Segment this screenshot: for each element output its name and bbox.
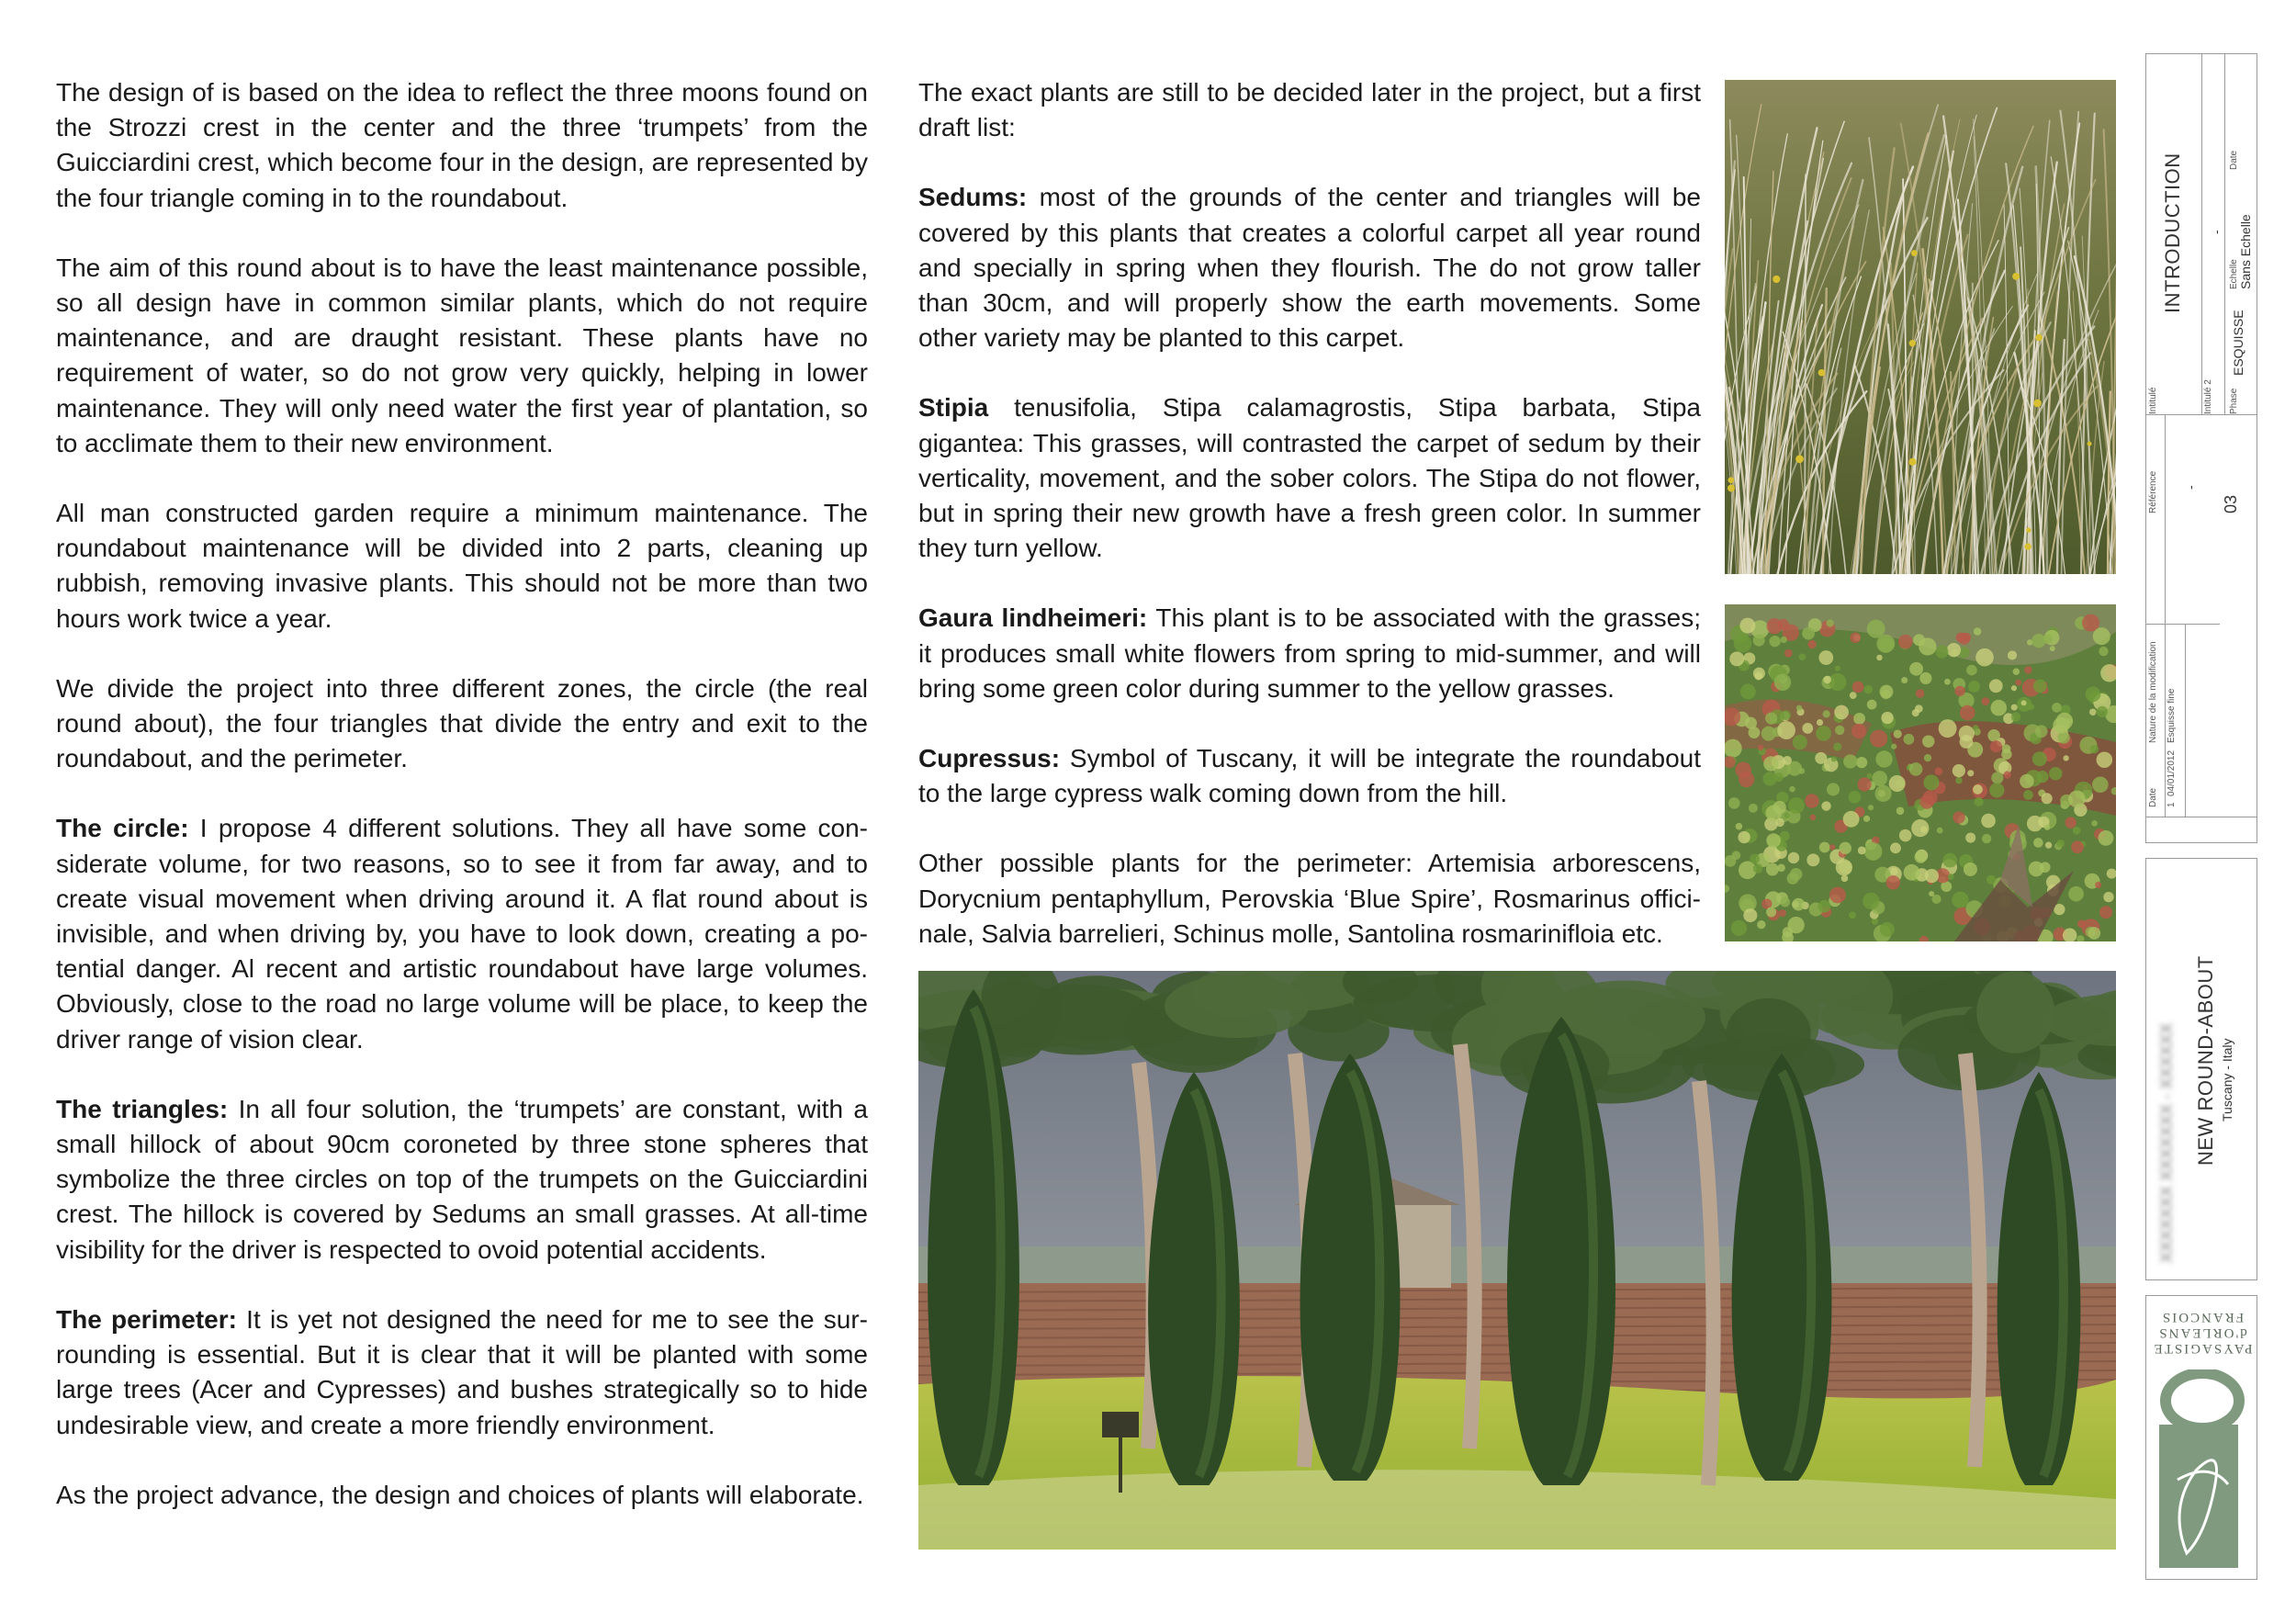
title-block-info	[2145, 53, 2257, 843]
paragraph-perimeter: The perimeter: It is yet not designed the need for me to see the surrounding is essential. But it is clear that it will be planted with some large trees (Acer and Cypresses) and bushes strategically so to hide undesirable view, and create a more friendly environment.	[56, 1304, 868, 1439]
paragraph: We divide the project into three different zones, the circle (the real round about), the four triangles that divide the entry and exit to the roundabout, and the perimeter.	[56, 673, 868, 773]
paragraph: The exact plants are still to be decided later in the project, but a first draft list:	[918, 78, 1701, 142]
sedum-carpet-photo	[1725, 604, 2116, 941]
paragraph-gaura: Gaura lindheimeri: This plant is to be associated with the grasses; it produces small white flowers from spring to mid-summer, and will bring some green color during summer to the yellow grasses.	[918, 603, 1701, 703]
heading-gaura: Gaura lindheimeri:	[918, 603, 1148, 633]
sheet-title: INTRODUCTION	[2161, 152, 2184, 313]
project-client: XXXXXXX XXXXXXX - XXXXXX	[2157, 1022, 2176, 1263]
intitule2-label: Intitulé 2	[2203, 379, 2213, 414]
sheet-number: 03	[2222, 494, 2240, 513]
title-block-project	[2145, 858, 2257, 1280]
revision-date: 04/01/2012	[2167, 750, 2177, 796]
sedum-illustration	[1725, 604, 2116, 941]
logo-wordmark: PAYSAGISTE d'ORLEANS FRANCOIS	[2152, 1310, 2253, 1356]
project-location: Tuscany - Italy	[2220, 1038, 2234, 1121]
revision-nature-label: Nature de la modification	[2148, 641, 2158, 743]
echelle-value: Sans Echelle	[2238, 214, 2253, 289]
paragraph-triangles: The triangles: In all four solution, the ‘trumpets’ are constant, with a small hillock of about 90cm coroneted by three stone spheres that symbolize the three circles on top of the trumpets on the Guicciardini crest. The hillock is covered by Sedums an small grasses. At all-time visibility for the driver is respected to ovoid potential accidents.	[56, 1094, 869, 1264]
paragraph-circle: The circle: I propose 4 different solutions. They all have some considerate volume, for two reasons, so to see it from far away, and to create visual movement when driving around it. A flat round about is invisible, and when driving by, you have to look down, creating a potential danger. Al recent and artistic roundabout have large volumes. Obviously, close to the road no large volume will be place, to keep the driver range of vision clear.	[56, 814, 868, 1054]
title-block-logo	[2145, 1295, 2257, 1580]
heading-cupressus: Cupressus:	[918, 744, 1061, 773]
cypress-illustration	[918, 971, 2116, 1550]
date-label: Date	[2229, 150, 2239, 170]
echelle-label: Echelle	[2229, 259, 2239, 289]
reference-label: Référence	[2148, 470, 2158, 513]
revision-date-label: Date	[2148, 787, 2158, 807]
heading-sedums: Sedums:	[918, 183, 1028, 212]
intitule2-value: -	[2209, 230, 2223, 234]
heading-perimeter: The perimeter:	[56, 1304, 237, 1334]
paragraph-stipa: Stipia tenusifolia, Stipa calamagrostis, Stipa barbata, Stipa gigantea: This grasses, will contrasted the carpet of sedum by their verticality, movement, and the sober colors. The Stipa do not flower, but in spring their new growth have a fresh green color. In summer they turn yellow.	[918, 393, 1701, 563]
intitule-label: Intitulé	[2148, 387, 2158, 414]
project-title: NEW ROUND-ABOUT	[2194, 955, 2217, 1166]
heading-stipia: Stipia	[918, 393, 989, 423]
logo-mark-icon	[2159, 1369, 2245, 1568]
paragraph-cupressus: Cupressus: Symbol of Tuscany, it will be integrate the roundabout to the large cypress walk coming down from the hill.	[918, 744, 1701, 808]
reference-value: -	[2183, 485, 2198, 490]
heading-triangles: The triangles:	[56, 1094, 229, 1123]
paragraph-other-plants: Other possible plants for the perimeter: Artemisia arborescens, Dorycnium pentaphyllum, Perovskia ‘Blue Spire’, Rosmarinus officinale, Salvia barrelieri, Schinus molle, Santolina rosmarinifloia etc.	[918, 849, 1701, 948]
revision-index: 1	[2167, 802, 2177, 807]
phase-label: Phase	[2229, 388, 2239, 414]
stipa-grass-photo	[1725, 80, 2116, 574]
paragraph: The aim of this round about is to have the least maintenance possible, so all design have in common similar plants, which do not require maintenance, and are draught resistant. These plants have no requirement of water, so do not grow very quickly, helping in lower maintenance. They will only need water the first year of plantation, so to acclimate them to their new environment.	[56, 253, 868, 457]
paragraph: All man constructed garden require a minimum maintenance. The roundabout maintenance will be divided into 2 parts, cleaning up rubbish, removing invasive plants. This should not be more than two hours work twice a year.	[56, 499, 868, 633]
left-text-column	[56, 75, 868, 1513]
paragraph-sedums: Sedums: most of the grounds of the center and triangles will be covered by this plants that creates a colorful carpet all year round and specially in spring when they flourish. The do not grow taller than 30cm, and will properly show the earth movements. Some other variety may be planted to this carpet.	[918, 183, 1701, 353]
grass-illustration	[1725, 80, 2116, 574]
revision-nature: Esquisse fine	[2167, 688, 2177, 743]
paragraph: As the project advance, the design and choices of plants will elaborate.	[56, 1480, 864, 1509]
phase-value: ESQUISSE	[2231, 310, 2245, 376]
paragraph: The design of is based on the idea to reflect the three moons found on the Strozzi crest in the center and the three ‘trumpets’ from the Guicciardini crest, which become four in the design, are represented by the four triangle coming in to the roundabout.	[56, 78, 868, 212]
right-text-column	[918, 75, 1701, 952]
cypress-pine-photo	[918, 971, 2116, 1550]
heading-circle: The circle:	[56, 814, 189, 843]
